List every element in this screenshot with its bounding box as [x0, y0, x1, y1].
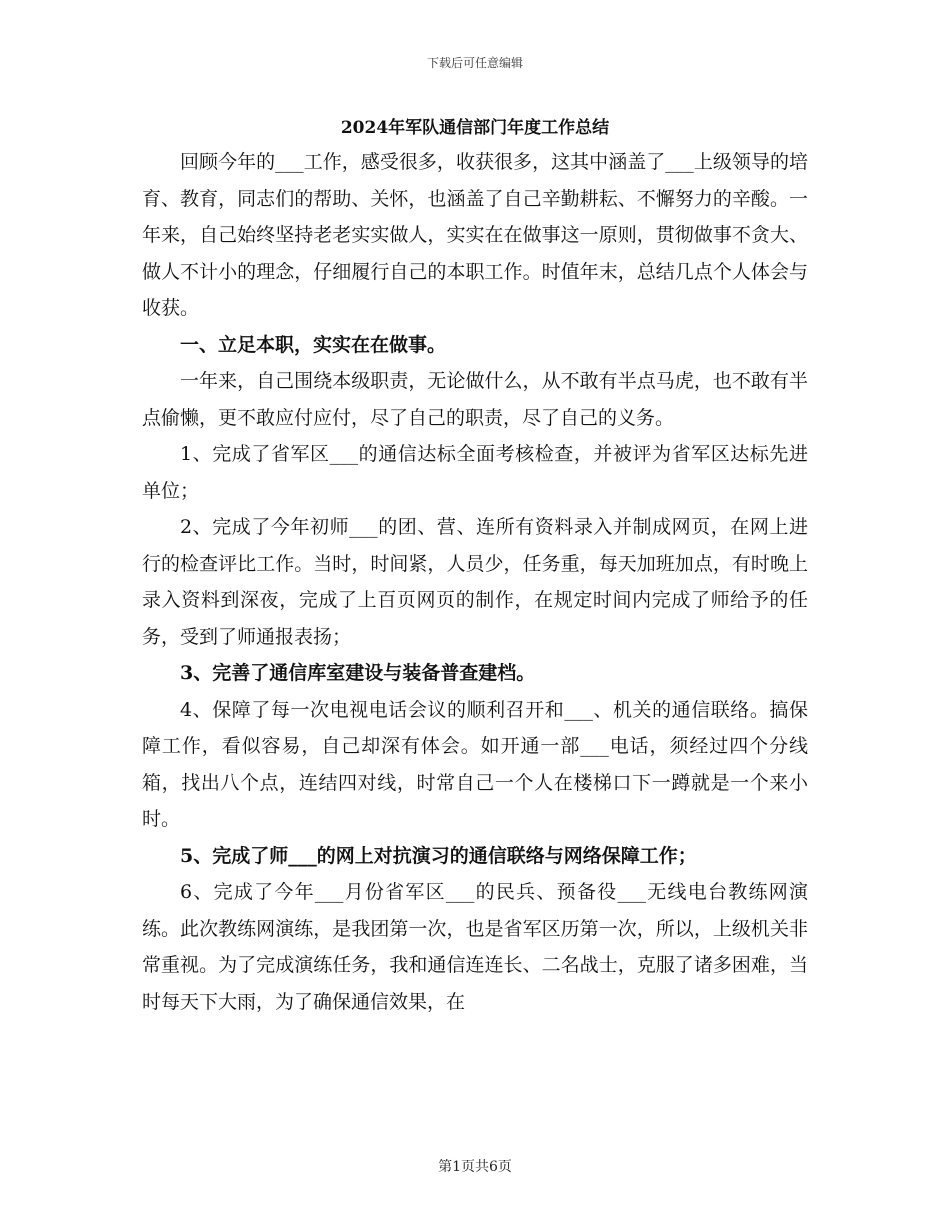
section-heading-1: 一、立足本职，实实在在做事。: [180, 333, 447, 356]
list-item-5: 5、完成了师___的网上对抗演习的通信联络与网络保障工作；: [180, 844, 697, 867]
list-item-2: 2、完成了今年初师___的团、营、连所有资料录入并制成网页，在网上进行的检查评比工作。当时，时间紧，人员少，任务重，每天加班加点，有时晚上录入资料到深夜，完成了上百页网页的制作，在规定时间内完成了师给予的任务，受到了师通报表扬；: [142, 516, 808, 648]
page-header-note: 下载后可任意编辑: [426, 56, 523, 70]
document-body: [142, 112, 808, 1020]
list-item-1: 1、完成了省军区___的通信达标全面考核检查，并被评为省军区达标先进单位；: [142, 443, 808, 502]
page-number: 第1页共6页: [438, 1159, 512, 1175]
section-1-paragraph: 一年来，自己围绕本级职责，无论做什么，从不敢有半点马虎，也不敢有半点偷懒，更不敢应付应付，尽了自己的职责，尽了自己的义务。: [142, 370, 808, 429]
list-item-4: 4、保障了每一次电视电话会议的顺利召开和___、机关的通信联络。搞保障工作，看似容易，自己却深有体会。如开通一部___电话，须经过四个分线箱，找出八个点，连结四对线，时常自己一个人在楼梯口下一蹲就是一个来小时。: [142, 698, 808, 830]
intro-paragraph: 回顾今年的___工作，感受很多，收获很多，这其中涵盖了___上级领导的培育、教育，同志们的帮助、关怀，也涵盖了自己辛勤耕耘、不懈努力的辛酸。一年来，自己始终坚持老老实实做人，实实在在做事这一原则，贯彻做事不贪大、做人不计小的理念，仔细履行自己的本职工作。时值年末，总结几点个人体会与收获。: [142, 151, 808, 319]
list-item-3: 3、完善了通信库室建设与装备普查建档。: [180, 662, 536, 684]
document-title: 2024年军队通信部门年度工作总结: [340, 118, 610, 138]
list-item-6: 6、完成了今年___月份省军区___的民兵、预备役___无线电台教练网演练。此次教练网演练，是我团第一次，也是省军区历第一次，所以，上级机关非常重视。为了完成演练任务，我和通信连连长、二名战士，克服了诸多困难，当时每天下大雨，为了确保通信效果，在: [142, 881, 808, 1013]
